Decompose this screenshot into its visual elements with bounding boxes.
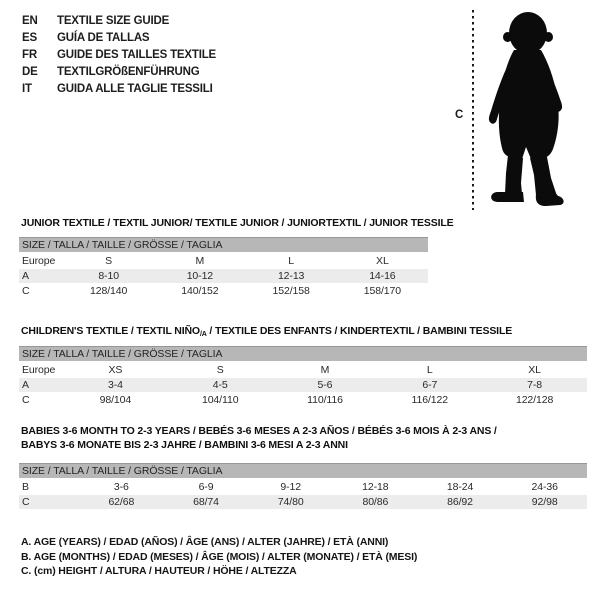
- size-header-row: SIZE / TALLA / TAILLE / GRÖSSE / TAGLIA: [19, 237, 428, 252]
- table-row-age: A 3-4 4-5 5-6 6-7 7-8: [19, 378, 587, 392]
- table-row-europe: Europe S M L XL: [22, 255, 389, 267]
- head: [509, 12, 547, 54]
- table-row-height: C 128/140 140/152 152/158 158/170: [22, 285, 401, 297]
- language-code: EN: [22, 15, 38, 27]
- right-foot: [536, 192, 564, 206]
- toddler-silhouette-icon: [450, 6, 600, 216]
- language-code: IT: [22, 83, 32, 95]
- right-leg: [530, 157, 556, 195]
- legend-row-en: [22, 13, 216, 30]
- footnote-height: C. (cm) HEIGHT / ALTURA / HAUTEUR / HÖHE / ALTEZZA: [21, 565, 297, 578]
- left-ear: [503, 32, 512, 42]
- table-row-age-months: B 3-6 6-9 9-12 12-18 18-24 24-36: [22, 481, 558, 493]
- legend-row-es: [22, 30, 216, 47]
- guide-title: TEXTILE SIZE GUIDE: [57, 15, 170, 27]
- language-code: DE: [22, 66, 38, 78]
- language-code: FR: [22, 49, 37, 61]
- language-legend: [22, 13, 216, 98]
- guide-title: GUÍA DE TALLAS: [57, 32, 150, 44]
- measurement-figure: [450, 6, 600, 216]
- section-title-children: CHILDREN'S TEXTILE / TEXTIL $NIÑO_{/A}$ / TEXTILE DES ENFANTS / KINDERTEXTIL / BAMBINI TESSILE: [21, 325, 513, 338]
- legend-row-de: [22, 64, 216, 81]
- legend-row-fr: [22, 47, 216, 64]
- children-size-table: [19, 346, 587, 408]
- language-code: ES: [22, 32, 37, 44]
- guide-title: TEXTILGRÖßENFÜHRUNG: [57, 66, 200, 78]
- size-header-row: SIZE / TALLA / TAILLE / GRÖSSE / TAGLIA: [19, 346, 587, 361]
- right-ear: [544, 32, 553, 42]
- left-foot: [491, 192, 524, 202]
- left-leg: [505, 155, 523, 194]
- babies-size-table: [19, 463, 587, 510]
- table-row-age: A 8-10 10-12 12-13 14-16: [19, 269, 428, 283]
- footnote-age-months: B. AGE (MONTHS) / EDAD (MESES) / ÂGE (MOIS) / ALTER (MONATE) / ETÀ (MESI): [21, 550, 418, 563]
- section-title-babies: BABIES 3-6 MONTH TO 2-3 YEARS / BEBÉS 3-6 MESES A 2-3 AÑOS / BÉBÉS 3-6 MOIS À 2-3 ANS / BABYS 3-6 MONATE BIS 2-3 JAHRE / BAMBINI 3-6 MESI A 2-3 ANNI: [21, 425, 497, 451]
- guide-title: GUIDA ALLE TAGLIE TESSILI: [57, 83, 213, 95]
- table-row-height: C 62/68 68/74 74/80 80/86 86/92 92/98: [19, 495, 587, 509]
- footnotes: [21, 535, 417, 579]
- height-measure-label: C: [455, 109, 464, 121]
- guide-title: GUIDE DES TAILLES TEXTILE: [57, 49, 216, 61]
- table-row-height: C 98/104 104/110 110/116 116/122 122/128: [22, 394, 554, 406]
- nino-a-subscript: /A: [199, 331, 207, 338]
- junior-size-table: [19, 237, 428, 299]
- footnote-age-years: A. AGE (YEARS) / EDAD (AÑOS) / ÂGE (ANS) / ALTER (JAHRE) / ETÀ (ANNI): [21, 536, 389, 548]
- size-header-row: SIZE / TALLA / TAILLE / GRÖSSE / TAGLIA: [19, 463, 587, 478]
- table-row-europe: Europe XS S M L XL: [22, 364, 541, 376]
- section-title-junior: JUNIOR TEXTILE / TEXTIL JUNIOR/ TEXTILE JUNIOR / JUNIORTEXTIL / JUNIOR TESSILE: [21, 217, 454, 229]
- legend-row-it: [22, 81, 216, 98]
